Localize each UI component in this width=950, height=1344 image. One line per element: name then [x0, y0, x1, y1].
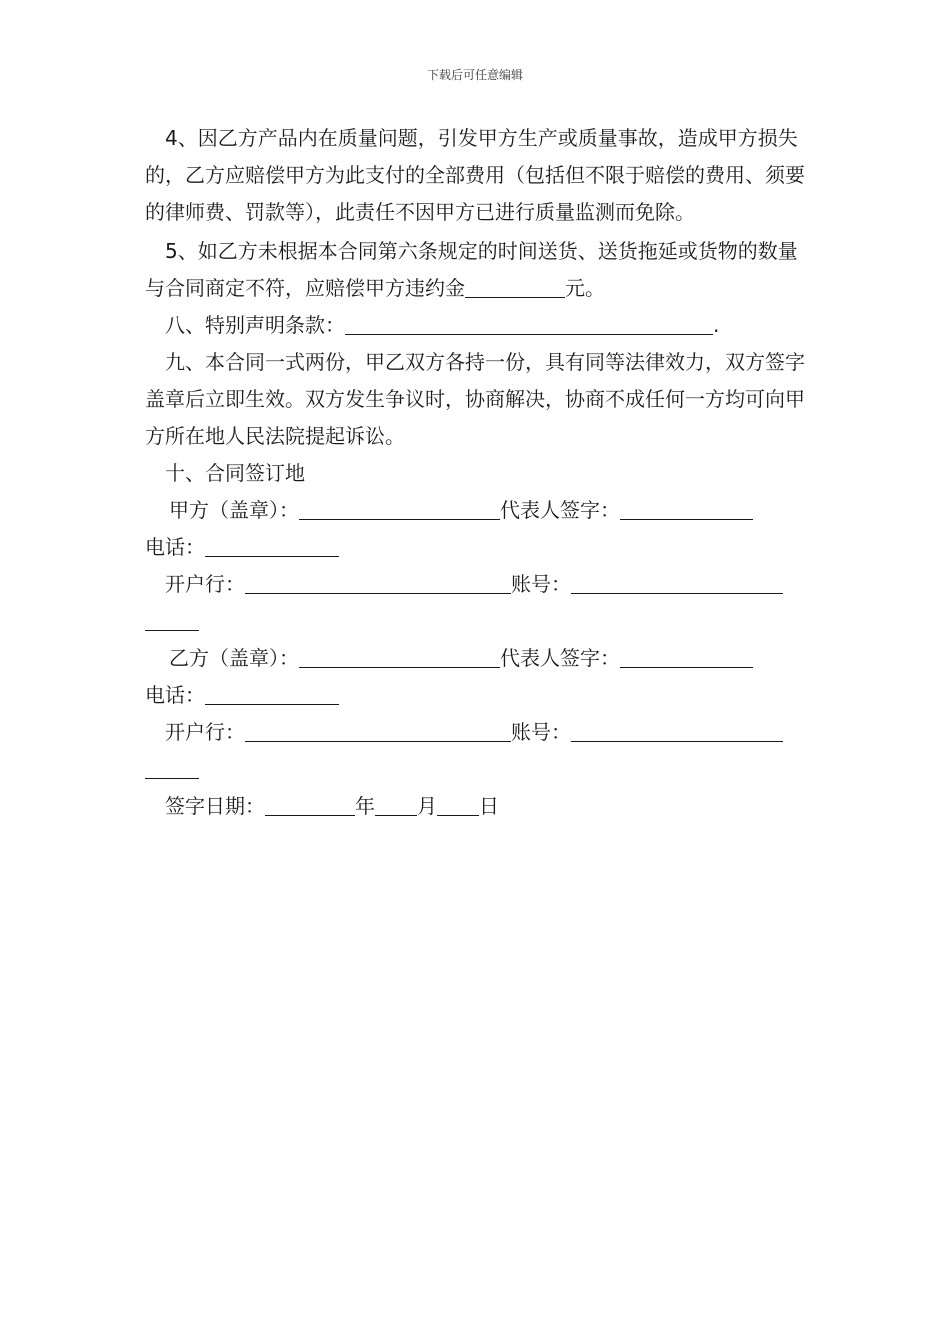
party-b-account-field-cont[interactable] [145, 756, 199, 779]
party-a-phone-field[interactable] [205, 534, 339, 557]
penalty-amount-field[interactable] [465, 275, 565, 298]
header-note: 下载后可任意编辑 [426, 68, 523, 82]
clause-5-unit: 元。 [565, 276, 605, 300]
party-a-account-cont [145, 603, 810, 640]
sign-date-label: 签字日期： [165, 794, 265, 818]
special-terms-field[interactable] [345, 312, 713, 335]
party-b-seal-field[interactable] [299, 645, 500, 668]
sign-date-day-label: 日 [479, 794, 499, 818]
contract-body [145, 120, 810, 825]
clause-8-end: . [713, 313, 720, 337]
party-a-rep-label: 代表人签字： [500, 498, 620, 522]
party-a-bank-row [145, 566, 810, 603]
party-b-rep-label: 代表人签字： [500, 646, 620, 670]
party-b-rep-field[interactable] [620, 645, 753, 668]
clause-4: 4、因乙方产品内在质量问题，引发甲方生产或质量事故，造成甲方损失的，乙方应赔偿甲方为此支付的全部费用（包括但不限于赔偿的费用、须要的律师费、罚款等），此责任不因甲方已进行质量监测而免除。 [145, 126, 805, 224]
party-b-seal-row [145, 640, 810, 677]
party-a-bank-label: 开户行： [165, 572, 245, 596]
clause-10: 十、合同签订地 [165, 461, 305, 485]
clause-8-label: 八、特别声明条款： [165, 313, 345, 337]
party-a-phone-row [145, 529, 810, 566]
sign-date-month-label: 月 [417, 794, 437, 818]
party-b-bank-row [145, 714, 810, 751]
clause-9: 九、本合同一式两份，甲乙双方各持一份，具有同等法律效力，双方签字盖章后立即生效。双方发生争议时，协商解决，协商不成任何一方均可向甲方所在地人民法院提起诉讼。 [145, 350, 805, 448]
party-b-bank-label: 开户行： [165, 720, 245, 744]
sign-date-row [145, 788, 810, 825]
party-a-seal-field[interactable] [299, 497, 500, 520]
party-a-rep-field[interactable] [620, 497, 753, 520]
party-a-seal-row [145, 492, 810, 529]
party-b-account-cont [145, 751, 810, 788]
clause-5 [145, 233, 810, 307]
party-a-bank-field[interactable] [245, 571, 511, 594]
clause-5-text: 5、如乙方未根据本合同第六条规定的时间送货、送货拖延或货物的数量与合同商定不符，应赔偿甲方违约金 [145, 239, 798, 300]
clause-8 [145, 307, 810, 344]
party-a-seal-label: 甲方（盖章）： [169, 498, 299, 522]
party-a-account-label: 账号： [511, 572, 571, 596]
sign-date-year-field[interactable] [265, 793, 355, 816]
party-b-phone-label: 电话： [145, 683, 205, 707]
sign-date-day-field[interactable] [437, 793, 479, 816]
sign-date-year-label: 年 [355, 794, 375, 818]
party-b-phone-row [145, 677, 810, 714]
party-a-phone-label: 电话： [145, 535, 205, 559]
party-b-bank-field[interactable] [245, 719, 511, 742]
sign-date-month-field[interactable] [375, 793, 417, 816]
party-b-seal-label: 乙方（盖章）： [169, 646, 299, 670]
party-b-phone-field[interactable] [205, 682, 339, 705]
party-a-account-field[interactable] [571, 571, 783, 594]
party-b-account-label: 账号： [511, 720, 571, 744]
party-b-account-field[interactable] [571, 719, 783, 742]
party-a-account-field-cont[interactable] [145, 608, 199, 631]
